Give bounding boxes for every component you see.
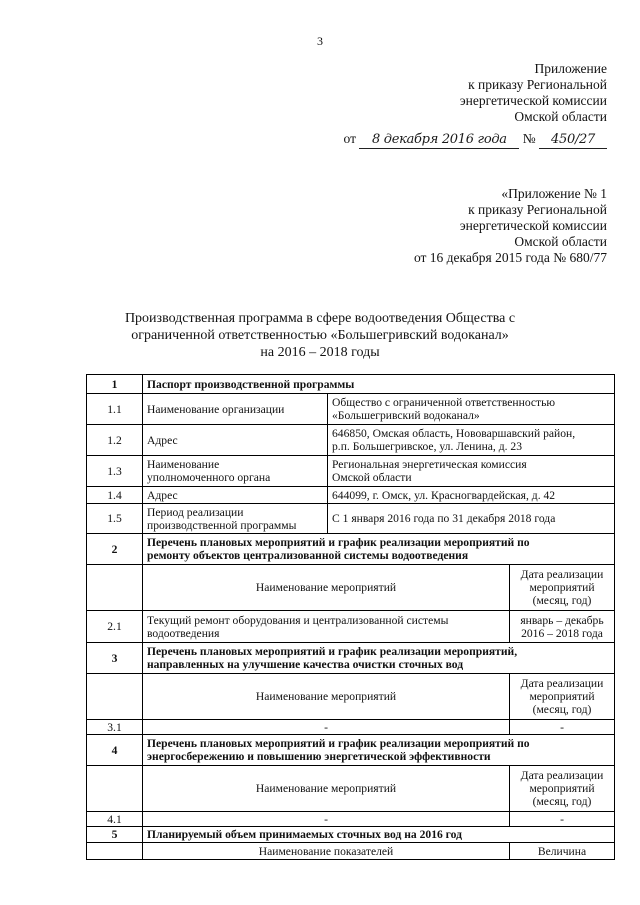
number-label: №: [522, 131, 536, 146]
section-title: Планируемый объем принимаемых сточных вод на 2016 год: [143, 827, 615, 843]
column-header: [510, 674, 615, 720]
column-header-line: Дата реализации: [520, 568, 604, 581]
row-value: С 1 января 2016 года по 31 декабря 2018 года: [328, 504, 615, 534]
page-number: 3: [317, 34, 323, 48]
row-label-line: Период реализации: [147, 505, 244, 519]
prior-appendix-line: Омской области: [514, 234, 607, 249]
section-row: [87, 643, 615, 674]
section-number: 3: [87, 643, 143, 674]
appendix-line: к приказу Региональной: [468, 77, 607, 92]
section-row: [87, 827, 615, 843]
column-header: [510, 565, 615, 611]
column-header-line: мероприятий: [529, 690, 595, 703]
section-title-line: энергосбережению и повышению энергетической эффективности: [147, 750, 491, 763]
handwritten-number: 450/27: [539, 132, 607, 149]
row-value-line: «Большегривский водоканал»: [332, 409, 480, 422]
appendix-header: [344, 61, 608, 149]
column-header-line: (месяц, год): [532, 594, 592, 607]
row-number: 4.1: [87, 812, 143, 827]
handwritten-date: 8 декабря 2016 года: [359, 132, 519, 149]
column-header-line: (месяц, год): [532, 703, 592, 716]
row-number: 1.5: [87, 504, 143, 534]
row-date: -: [510, 812, 615, 827]
section-title-line: Перечень плановых мероприятий и график реализации мероприятий по: [147, 737, 530, 750]
row-value: [328, 456, 615, 487]
section-row: [87, 735, 615, 766]
appendix-line: энергетической комиссии: [459, 93, 607, 108]
section-title: Паспорт производственной программы: [143, 375, 615, 394]
section-title-line: Перечень плановых мероприятий и график реализации мероприятий,: [147, 645, 518, 658]
section-number: 2: [87, 534, 143, 565]
row-label-line: производственной программы: [147, 518, 297, 532]
section-title: [143, 735, 615, 766]
from-label: от: [343, 131, 356, 146]
row-number: 1.3: [87, 456, 143, 487]
row-number: 1.2: [87, 425, 143, 456]
row-value-line: водоотведения: [147, 626, 220, 640]
column-header: Величина: [510, 843, 615, 860]
row-number: 3.1: [87, 720, 143, 735]
order-date-line: [344, 131, 608, 149]
section-number: 4: [87, 735, 143, 766]
row-label: Адрес: [143, 425, 328, 456]
section-title-line: ремонту объектов централизованной системы водоотведения: [147, 549, 469, 562]
row-value: [143, 611, 510, 643]
section-title-line: направленных на улучшение качества очистки сточных вод: [147, 658, 464, 671]
column-header: Наименование мероприятий: [143, 674, 510, 720]
row-number: 1.4: [87, 487, 143, 504]
row-date: [510, 611, 615, 643]
title-line: на 2016 – 2018 годы: [260, 345, 380, 360]
column-header-line: (месяц, год): [532, 795, 592, 808]
table-row: [87, 720, 615, 735]
row-label-line: уполномоченного органа: [147, 471, 271, 484]
prior-appendix-line: к приказу Региональной: [468, 202, 607, 217]
column-header-row: [87, 766, 615, 812]
column-header-row: [87, 565, 615, 611]
row-number: 1.1: [87, 394, 143, 425]
row-value: 644099, г. Омск, ул. Красногвардейская, д. 42: [328, 487, 615, 504]
prior-appendix-line: «Приложение № 1: [501, 186, 607, 201]
column-header-line: Дата реализации: [520, 677, 604, 690]
row-value: -: [143, 812, 510, 827]
empty-cell: [87, 843, 143, 860]
section-row: [87, 375, 615, 394]
column-header: Наименование мероприятий: [143, 766, 510, 812]
prior-appendix-line: от 16 декабря 2015 года № 680/77: [413, 250, 607, 265]
row-number: 2.1: [87, 611, 143, 643]
table-row: [87, 456, 615, 487]
column-header: Наименование показателей: [143, 843, 510, 860]
table-row: [87, 487, 615, 504]
empty-cell: [87, 565, 143, 611]
title-line: Производственная программа в сфере водоотведения Общества с: [124, 311, 516, 326]
section-title: [143, 643, 615, 674]
row-value-line: Текущий ремонт оборудования и централизованной системы: [147, 613, 449, 627]
row-label: Адрес: [143, 487, 328, 504]
row-date-line: январь – декабрь: [520, 613, 604, 627]
row-value-line: 646850, Омская область, Нововаршавский район,: [332, 427, 576, 440]
section-number: 1: [87, 375, 143, 394]
table-row: [87, 812, 615, 827]
row-date-line: 2016 – 2018 года: [521, 626, 603, 640]
row-value: [328, 425, 615, 456]
section-title: [143, 534, 615, 565]
row-label: [143, 456, 328, 487]
section-row: [87, 534, 615, 565]
document-title: [0, 310, 640, 361]
empty-cell: [87, 674, 143, 720]
row-label: [143, 504, 328, 534]
column-header-row: [87, 843, 615, 860]
section-number: 5: [87, 827, 143, 843]
column-header-row: [87, 674, 615, 720]
appendix-line: Приложение: [534, 61, 607, 76]
row-value: [328, 394, 615, 425]
column-header-line: мероприятий: [529, 782, 595, 795]
row-label-line: Наименование: [147, 458, 220, 471]
section-title-line: Перечень плановых мероприятий и график реализации мероприятий по: [147, 536, 530, 549]
row-value-line: Региональная энергетическая комиссия: [332, 458, 527, 471]
prior-appendix-line: энергетической комиссии: [459, 218, 607, 233]
column-header: [510, 766, 615, 812]
table-row: [87, 394, 615, 425]
table-row: [87, 504, 615, 534]
appendix-line: Омской области: [514, 109, 607, 124]
column-header-line: мероприятий: [529, 581, 595, 594]
table-row: [87, 611, 615, 643]
title-line: ограниченной ответственностью «Большегривский водоканал»: [131, 328, 509, 343]
row-value-line: Общество с ограниченной ответственностью: [332, 396, 556, 409]
row-label: Наименование организации: [143, 394, 328, 425]
prior-appendix: [414, 186, 607, 266]
program-table: [86, 374, 615, 860]
row-value: -: [143, 720, 510, 735]
row-value-line: Омской области: [332, 471, 412, 484]
row-date: -: [510, 720, 615, 735]
column-header-line: Дата реализации: [520, 769, 604, 782]
table-row: [87, 425, 615, 456]
column-header: Наименование мероприятий: [143, 565, 510, 611]
empty-cell: [87, 766, 143, 812]
row-value-line: р.п. Большегривское, ул. Ленина, д. 23: [332, 440, 523, 453]
